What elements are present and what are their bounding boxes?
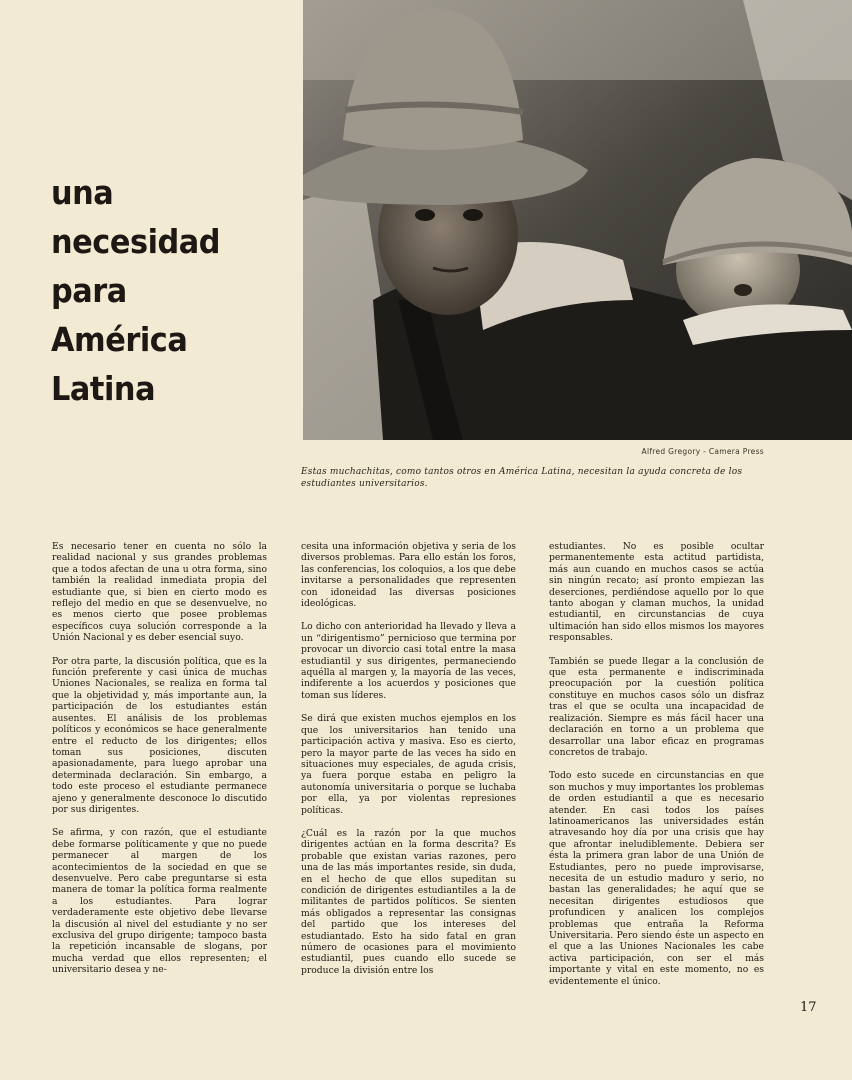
page-number: 17	[800, 1000, 817, 1015]
title-line: Latina	[51, 369, 156, 408]
article-title	[51, 168, 272, 413]
title-line: para	[51, 271, 127, 310]
paragraph: También se puede llegar a la conclusión de que esta permanente e indiscriminada preocupación por la cuestión política constituye en muchos casos sólo un disfraz tras el que se oculta una incapacidad de realización. Siempre es más fácil hacer una declaración en torno a un problema que desarrollar una labor eficaz en programas concretos de trabajo.	[549, 655, 764, 758]
title-line: una	[51, 173, 114, 212]
paragraph: cesita una información objetiva y seria de los diversos problemas. Para ello están los foros, las conferencias, los coloquios, a los que debe invitarse a personalidades que representen con idoneidad las diversas posiciones ideológicas.	[301, 541, 516, 610]
text-column-3	[549, 541, 764, 999]
paragraph: Lo dicho con anterioridad ha llevado y lleva a un “dirigentismo” pernicioso que termina por provocar un divorcio casi total entre la masa estudiantil y sus dirigentes, permaneciendo aquélla al margen y, la mayoría de las veces, indiferente a los acuerdos y posiciones que toman sus líderes.	[301, 621, 516, 701]
text-column-2	[301, 541, 516, 988]
photo-credit: Alfred Gregory - Camera Press	[641, 447, 764, 456]
title-line: necesidad	[51, 222, 221, 261]
paragraph: ¿Cuál es la razón por la que muchos dirigentes actúan en la forma descrita? Es probable que existan varias razones, pero una de las más importantes reside, sin duda, en el hecho de que ellos supeditan su condición de dirigentes estudiantiles a la de militantes de partidos políticos. Se sienten más obligados a representar las consignas del partido que los intereses del estudiantado. Esto ha sido fatal en gran número de ocasiones para el movimiento estudiantil, pues cuando ello sucede se produce la división entre los	[301, 827, 516, 976]
paragraph: estudiantes. No es posible ocultar permanentemente esta actitud partidista, más aun cuando en muchos casos se actúa sin ningún recato; así pronto empiezan las deserciones, perdiéndose aquello por lo que tanto abogan y claman muchos, la unidad estudiantil, en circunstancias de cuya ultimación han sido ellos mismos los mayores responsables.	[549, 541, 764, 644]
paragraph: Todo esto sucede en circunstancias en que son muchos y muy importantes los problemas de orden estudiantil a que es necesario atender. En casi todos los países latinoamericanos las universidades están atravesando hoy día por una crisis que hay que afrontar ineludiblemente. Debiera ser ésta la primera gran labor de una Unión de Estudiantes, pero no puede improvisarse, necesita de un estudio maduro y serio, no bastan las generalidades; he aquí que se necesitan dirigentes estudiosos que profundicen y analicen los complejos problemas que entraña la Reforma Universitaria. Pero siendo éste un aspecto en el que a las Uniones Nacionales les cabe activa participación, con ser el más importante y vital en este momento, no es evidentemente el único.	[549, 770, 764, 987]
photo-caption: Estas muchachitas, como tantos otros en América Latina, necesitan la ayuda concreta de los estudiantes universitarios.	[301, 467, 743, 489]
photo-illustration	[303, 0, 852, 440]
paragraph: Se dirá que existen muchos ejemplos en los que los universitarios han tenido una participación activa y masiva. Eso es cierto, pero la mayor parte de las veces ha sido en situaciones muy especiales, de aguda crisis, ya fuera porque estaba en peligro la autonomía universitaria o porque se luchaba por ella, ya por violentas represiones políticas.	[301, 713, 516, 816]
article-photo	[303, 0, 852, 440]
text-column-1	[52, 541, 267, 988]
paragraph: Por otra parte, la discusión política, que es la función preferente y casi única de muchas Uniones Nacionales, se realiza en forma tal que la objetividad y, más importante aun, la participación de los estudiantes están ausentes. El análisis de los problemas políticos y económicos se hace generalmente entre el reducto de los dirigentes; ellos toman sus posiciones, discuten apasionadamente, para luego aprobar una determinada declaración. Sin embargo, a todo este proceso el estudiante permanece ajeno y generalmente desconoce lo discutido por sus dirigentes.	[52, 655, 267, 815]
paragraph: Es necesario tener en cuenta no sólo la realidad nacional y sus grandes problemas que a todos afectan de una u otra forma, sino también la realidad inmediata propia del estudiante que, si bien en cierto modo es reflejo del medio en que se desenvuelve, no es menos cierto que posee problemas específicos cuya solución corresponde a la Unión Nacional y es deber esencial suyo.	[52, 541, 267, 644]
paragraph: Se afirma, y con razón, que el estudiante debe formarse políticamente y que no puede permanecer al margen de los acontecimientos de la sociedad en que se desenvuelve. Pero cabe preguntarse si esta manera de tomar la política forma realmente a los estudiantes. Para lograr verdaderamente este objetivo debe llevarse la discusión al nivel del estudiante y no ser exclusiva del grupo dirigente; tampoco basta la repetición incansable de slogans, por mucha verdad que ellos representen; el universitario desea y ne-	[52, 827, 267, 976]
title-line: América	[51, 320, 188, 359]
